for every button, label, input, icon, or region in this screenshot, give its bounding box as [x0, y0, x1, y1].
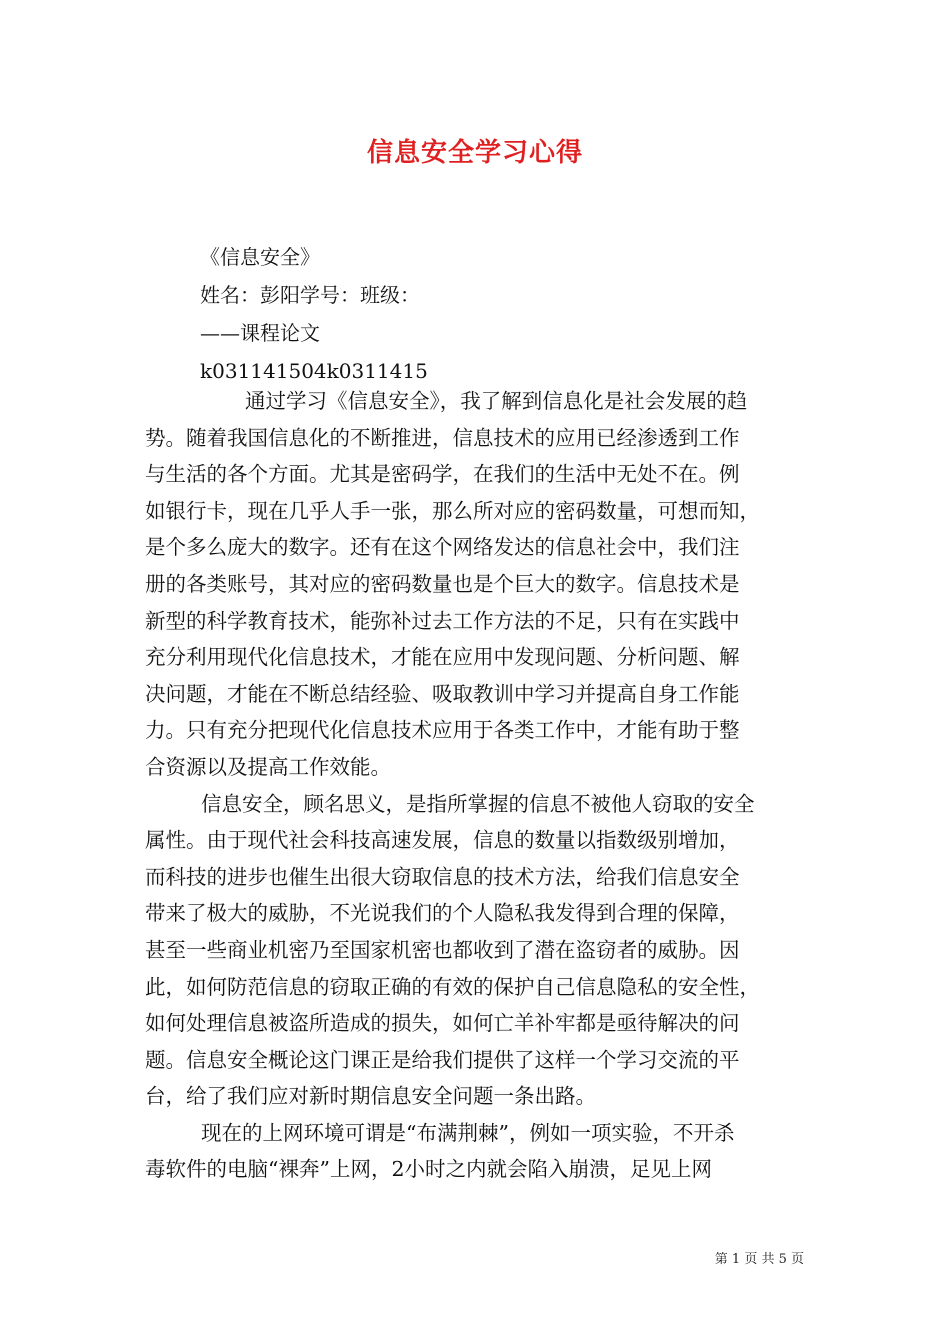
paragraph — [145, 1115, 805, 1188]
paragraph — [145, 786, 805, 1115]
paragraph-line: 现在的上网环境可谓是“布满荆棘”，例如一项实验，不开杀 — [201, 1120, 735, 1145]
paragraph-line: 充分利用现代化信息技术，才能在应用中发现问题、分析问题、解 — [145, 645, 740, 670]
paragraph-line: 毒软件的电脑“裸奔”上网，2小时之内就会陷入崩溃，足见上网 — [145, 1157, 713, 1182]
paragraph-line: 如何处理信息被盗所造成的损失，如何亡羊补牢都是亟待解决的问 — [145, 1011, 740, 1036]
student-id-line: k031141504k0311415 — [200, 359, 428, 383]
paragraph-line: 决问题，才能在不断总结经验、吸取教训中学习并提高自身工作能 — [145, 681, 740, 706]
paragraph-line: 甚至一些商业机密乃至国家机密也都收到了潜在盗窃者的威胁。因 — [145, 937, 740, 962]
paragraph-line: 是个多么庞大的数字。还有在这个网络发达的信息社会中，我们注 — [145, 535, 740, 560]
paragraph-line: 通过学习《信息安全》，我了解到信息化是社会发展的趋 — [245, 389, 748, 413]
paragraph-line: 势。随着我国信息化的不断推进，信息技术的应用已经渗透到工作 — [145, 425, 740, 450]
paragraph-line: 力。只有充分把现代化信息技术应用于各类工作中，才能有助于整 — [145, 718, 740, 743]
author-line: 姓名：彭阳学号：班级： — [200, 283, 420, 307]
paragraph-line: 带来了极大的威胁，不光说我们的个人隐私我发得到合理的保障， — [145, 901, 740, 926]
paragraph-line: 信息安全，顾名思义，是指所掌握的信息不被他人窃取的安全 — [201, 791, 755, 816]
paragraph-line: 册的各类账号，其对应的密码数量也是个巨大的数字。信息技术是 — [145, 571, 740, 596]
paragraph-line: 属性。由于现代社会科技高速发展，信息的数量以指数级别增加， — [145, 828, 740, 853]
paragraph-line: 与生活的各个方面。尤其是密码学，在我们的生活中无处不在。例 — [145, 462, 740, 487]
document-title: 信息安全学习心得 — [366, 138, 583, 168]
page-number: 第 1 页 共 5 页 — [714, 1252, 804, 1267]
paragraph-line: 新型的科学教育技术，能弥补过去工作方法的不足，只有在实践中 — [145, 608, 740, 633]
document-body — [145, 383, 805, 1188]
paragraph-line: 而科技的进步也催生出很大窃取信息的技术方法，给我们信息安全 — [145, 864, 740, 889]
paragraph-line: 如银行卡，现在几乎人手一张，那么所对应的密码数量，可想而知， — [145, 498, 760, 523]
paragraph-line: 题。信息安全概论这门课正是给我们提供了这样一个学习交流的平 — [145, 1047, 740, 1072]
course-name: 《信息安全》 — [200, 245, 320, 269]
paragraph-line: 合资源以及提高工作效能。 — [145, 754, 391, 779]
paragraph — [145, 383, 805, 786]
paper-type: ——课程论文 — [200, 321, 320, 345]
paragraph-line: 台，给了我们应对新时期信息安全问题一条出路。 — [145, 1084, 596, 1109]
paragraph-line: 此，如何防范信息的窃取正确的有效的保护自己信息隐私的安全性， — [145, 974, 760, 999]
document-meta — [200, 238, 428, 390]
